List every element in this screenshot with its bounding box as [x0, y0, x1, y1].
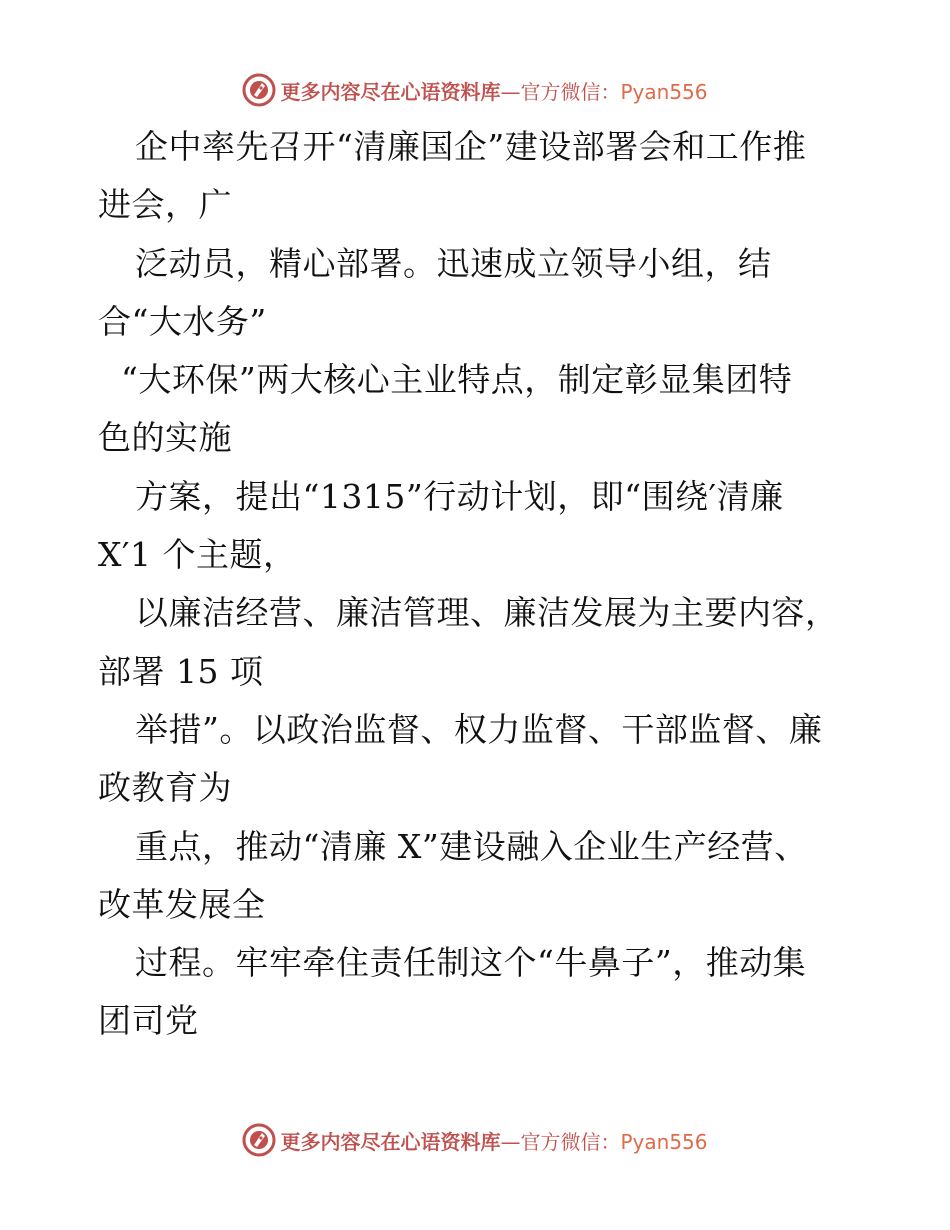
text-line: 部署 15 项: [98, 651, 264, 691]
header-watermark: [0, 70, 950, 110]
document-body: [98, 118, 858, 1051]
text-line: 过程。牢牢牵住责任制这个“牛鼻子”，推动集: [135, 943, 807, 983]
watermark-dash: —: [500, 79, 521, 104]
text-line: 以廉洁经营、廉洁管理、廉洁发展为主要内容，: [135, 593, 839, 633]
pen-nib-logo-icon: [242, 73, 276, 107]
text-line: 举措”。以政治监督、权力监督、干部监督、廉: [135, 709, 823, 749]
watermark-sub: 官方微信：: [520, 79, 621, 104]
footer-watermark: [0, 1120, 950, 1160]
watermark-main: 更多内容尽在心语资料库: [280, 1129, 501, 1154]
watermark-id: Pyan556: [620, 1129, 708, 1154]
text-line: 企中率先召开“清廉国企”建设部署会和工作推: [135, 127, 807, 166]
text-line: 合“大水务”: [98, 301, 267, 341]
watermark-text: [280, 76, 707, 105]
watermark-dash: —: [500, 1129, 521, 1154]
text-line: 方案，提出“1315”行动计划，即“围绕′清廉: [135, 476, 784, 516]
pen-nib-logo-icon: [242, 1123, 276, 1157]
watermark-text: [280, 1126, 707, 1155]
text-line: 泛动员，精心部署。迅速成立领导小组，结: [135, 243, 772, 283]
text-line: X′1 个主题，: [98, 535, 297, 575]
text-line: 进会，广: [98, 185, 232, 225]
text-line: 色的实施: [98, 418, 232, 458]
watermark-id: Pyan556: [620, 79, 708, 104]
text-line: 重点，推动“清廉 X”建设融入企业生产经营、: [135, 826, 808, 866]
watermark-sub: 官方微信：: [520, 1129, 621, 1154]
watermark-main: 更多内容尽在心语资料库: [280, 79, 501, 104]
text-line: 政教育为: [98, 768, 232, 808]
text-line: 改革发展全: [98, 884, 266, 924]
text-line: 团司党: [98, 1001, 199, 1041]
text-line: “大环保”两大核心主业特点，制定彰显集团特: [121, 360, 793, 400]
